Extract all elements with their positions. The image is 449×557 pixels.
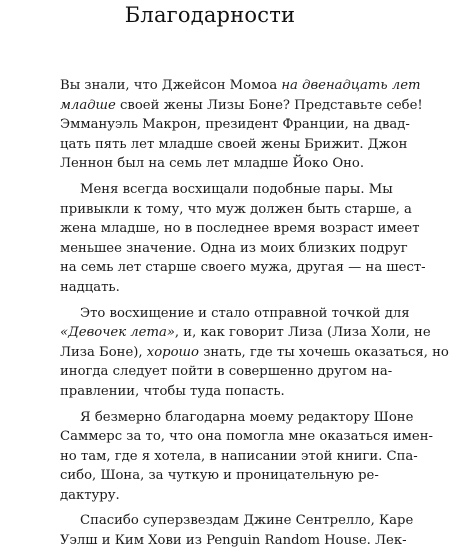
text-segment: меньшее значение. Одна из моих близких подруг [60, 240, 408, 256]
text-segment: надцать. [60, 279, 120, 295]
text-line [60, 96, 423, 116]
paragraph [60, 408, 433, 506]
text-line [60, 362, 393, 382]
italic-text: на двенадцать лет [281, 78, 421, 93]
text-segment: дактуру. [60, 487, 120, 503]
text-line [60, 466, 378, 486]
text-segment: Это восхищение и стало отправной точкой для [80, 305, 410, 321]
italic-text: хорошо [146, 344, 199, 360]
text-segment: Спасибо суперзвездам Джине Сентрелло, Каре [80, 513, 414, 529]
text-segment: сибо, Шона, за чуткую и проницательную ре- [60, 468, 379, 484]
text-line [60, 239, 408, 259]
text-segment: правлении, чтобы туда попасть. [60, 383, 285, 399]
text-segment: своей жены Лизы Боне? Представьте себе! [115, 97, 423, 113]
text-segment: , и, как говорит Лиза (Лиза Холи, не [174, 325, 431, 341]
text-segment: Эммануэль Макрон, президент Франции, на двад- [60, 117, 410, 133]
paragraph [60, 76, 423, 174]
text-segment: но там, где я хотела, в написании этой книги. Спа- [60, 448, 418, 464]
page-title: Благодарности [124, 3, 296, 27]
text-line [60, 304, 410, 324]
text-line [60, 115, 410, 135]
paragraph [60, 304, 449, 402]
text-segment: Лиза Боне), [60, 344, 147, 360]
text-segment: цать пять лет младше своей жены Брижит. Джон [60, 136, 408, 152]
text-line [60, 76, 421, 96]
text-line [60, 382, 378, 402]
text-segment: на семь лет старше своего мужа, другая — на шест- [60, 260, 426, 276]
text-segment: привыкли к тому, что муж должен быть старше, а [60, 201, 412, 217]
text-line [60, 180, 393, 200]
text-line [60, 531, 407, 551]
italic-text: «Девочек лета» [60, 325, 175, 341]
text-line [60, 343, 449, 363]
text-segment: Вы знали, что Джейсон Момоа [60, 78, 282, 93]
text-line [60, 258, 426, 278]
text-line [60, 427, 433, 447]
text-line [60, 278, 378, 298]
text-segment: жена младше, но в последнее время возраст имеет [60, 221, 420, 237]
text-line [60, 200, 412, 220]
text-segment: Уэлш и Ким Хови из Penguin Random House. Лек- [60, 533, 407, 549]
text-segment: Саммерс за то, что она помогла мне оказаться имен- [60, 429, 433, 445]
text-segment: Леннон был на семь лет младше Йоко Оно. [60, 156, 365, 172]
text-segment: знать, где ты хочешь оказаться, но [199, 344, 449, 360]
text-line [60, 219, 420, 239]
text-line [60, 408, 414, 428]
body-text [60, 76, 449, 557]
text-line [60, 154, 378, 174]
paragraph [60, 511, 414, 550]
text-line [60, 486, 378, 506]
paragraph [60, 180, 426, 298]
italic-text: младше [60, 97, 116, 113]
text-segment: иногда следует пойти в совершенно другом на- [60, 364, 393, 380]
text-line [60, 323, 431, 343]
text-line [60, 447, 418, 467]
text-segment: Меня всегда восхищали подобные пары. Мы [80, 181, 393, 197]
text-line [60, 511, 414, 531]
text-segment: Я безмерно благодарна моему редактору Шоне [80, 409, 414, 425]
text-line [60, 135, 408, 155]
